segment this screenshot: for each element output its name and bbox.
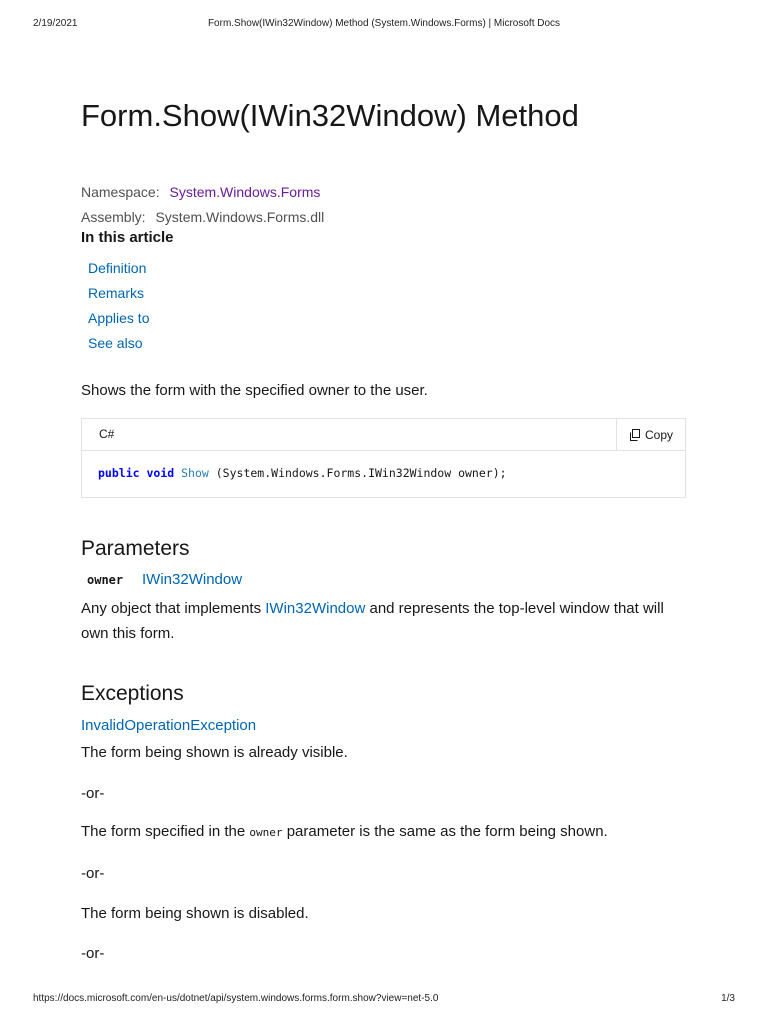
code-method-name: Show xyxy=(181,466,209,480)
exception-or: -or- xyxy=(81,945,105,962)
parameter-type-link[interactable]: IWin32Window xyxy=(142,571,243,588)
parameter-row xyxy=(87,571,242,588)
assembly-value: System.Windows.Forms.dll xyxy=(155,209,325,225)
code-keyword-void: void xyxy=(146,466,175,480)
inline-code-owner: owner xyxy=(249,826,283,839)
toc-link-see-also[interactable]: See also xyxy=(88,335,143,351)
exception-or: -or- xyxy=(81,785,105,802)
param-desc-link[interactable]: IWin32Window xyxy=(265,600,366,617)
exception-type-link[interactable]: InvalidOperationException xyxy=(81,717,257,734)
code-keyword-public: public xyxy=(98,466,140,480)
toc-item xyxy=(88,310,149,335)
print-date: 2/19/2021 xyxy=(33,18,78,29)
toc-item xyxy=(88,260,149,285)
toc-list xyxy=(88,260,149,360)
param-desc-text: Any object that implements xyxy=(81,600,266,617)
exception-or: -or- xyxy=(81,865,105,882)
toc-link-remarks[interactable]: Remarks xyxy=(88,285,145,301)
toc-heading: In this article xyxy=(81,229,174,246)
exception-type-row xyxy=(81,713,691,738)
namespace-label: Namespace: xyxy=(81,184,160,200)
namespace-row xyxy=(81,184,320,200)
parameter-description xyxy=(81,596,691,646)
exception-text: parameter is the same as the form being shown. xyxy=(282,823,608,840)
copy-button[interactable] xyxy=(616,419,685,450)
toc-link-applies-to[interactable]: Applies to xyxy=(88,310,150,326)
assembly-label: Assembly: xyxy=(81,209,146,225)
exception-line: The form being shown is already visible. xyxy=(81,744,348,761)
param-desc-text: and represents the top-level window that will own this form. xyxy=(81,600,664,642)
page-title: Form.Show(IWin32Window) Method xyxy=(81,98,579,133)
exception-line xyxy=(81,819,691,845)
print-page-number: 1/3 xyxy=(721,993,735,1004)
namespace-link[interactable]: System.Windows.Forms xyxy=(169,184,321,200)
parameter-name: owner xyxy=(87,573,124,587)
assembly-row xyxy=(81,209,324,225)
summary-text: Shows the form with the specified owner to the user. xyxy=(81,382,428,399)
code-block xyxy=(81,418,686,498)
code-header xyxy=(82,419,685,451)
code-body xyxy=(82,451,685,495)
toc-item xyxy=(88,335,149,360)
print-page-title: Form.Show(IWin32Window) Method (System.Windows.Forms) | Microsoft Docs xyxy=(207,18,561,29)
code-language: C# xyxy=(99,427,115,441)
exceptions-heading: Exceptions xyxy=(81,682,184,705)
toc-link-definition[interactable]: Definition xyxy=(88,260,147,276)
parameters-heading: Parameters xyxy=(81,537,190,560)
exception-line: The form being shown is disabled. xyxy=(81,905,309,922)
toc-item xyxy=(88,285,149,310)
code-signature: (System.Windows.Forms.IWin32Window owner); xyxy=(208,466,507,480)
copy-label: Copy xyxy=(644,427,673,442)
exception-text: The form specified in the xyxy=(81,823,250,840)
print-url: https://docs.microsoft.com/en-us/dotnet/api/system.windows.forms.form.show?view=net-5.0 xyxy=(33,993,439,1004)
copy-icon xyxy=(629,429,641,441)
